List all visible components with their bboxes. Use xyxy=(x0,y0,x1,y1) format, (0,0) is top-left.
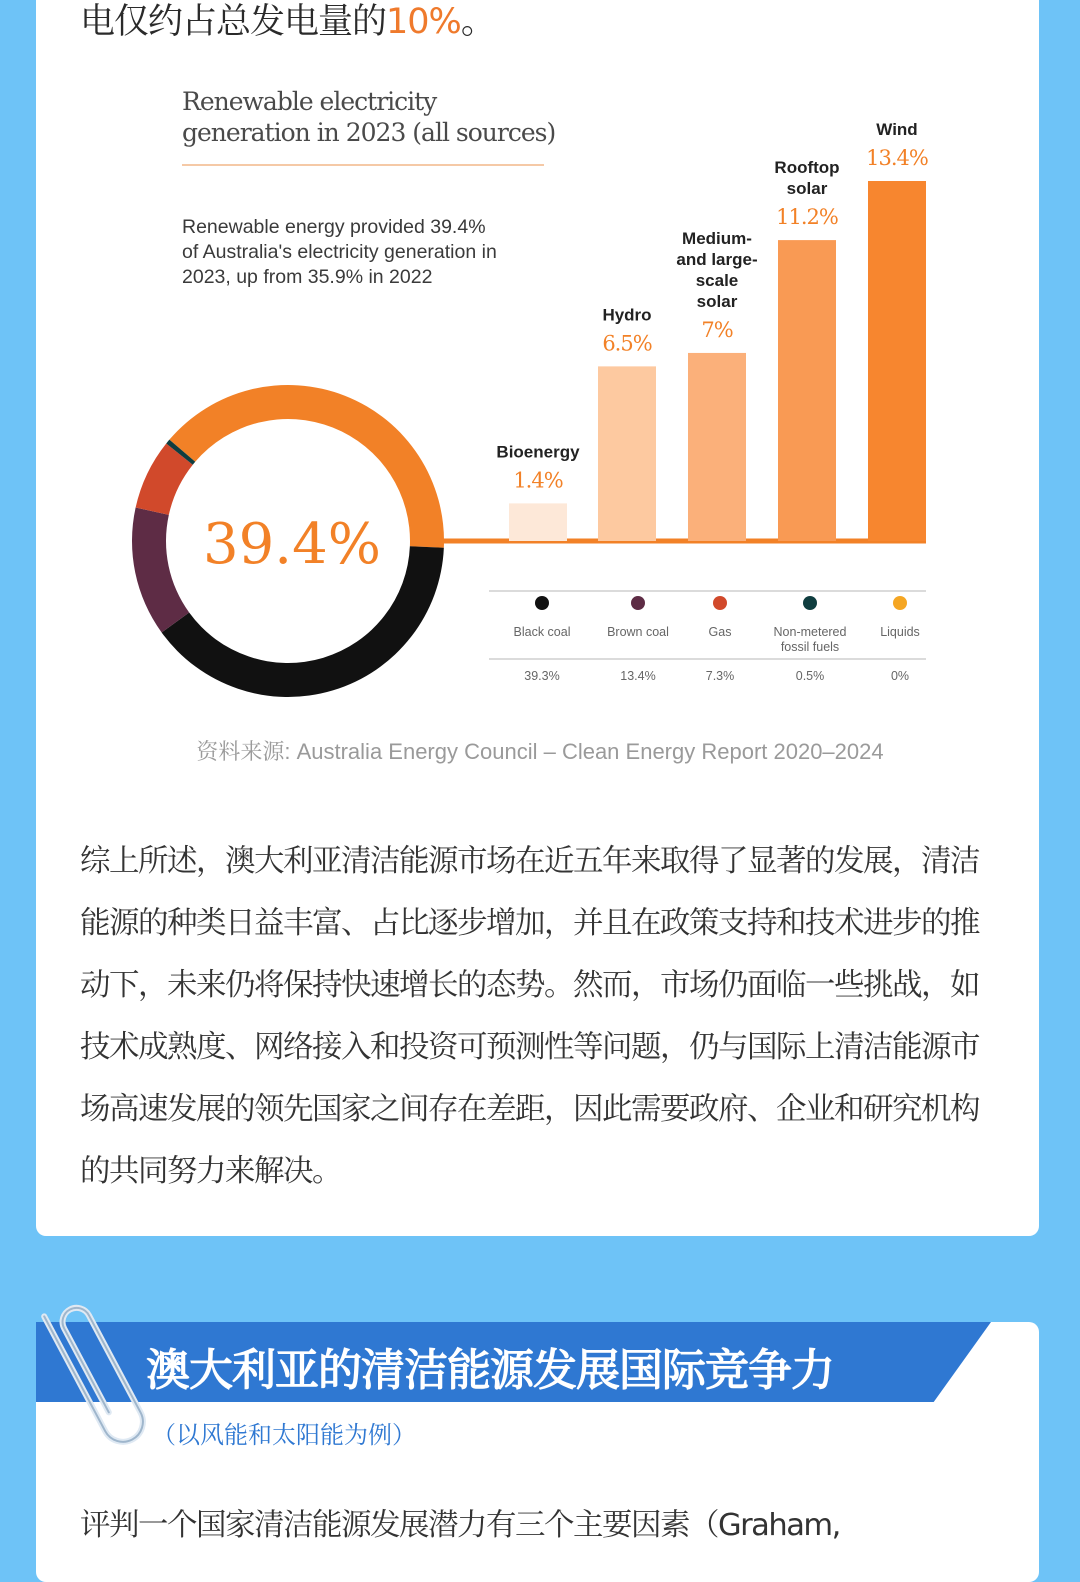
bar-category-label-2-0: Medium- xyxy=(682,228,752,248)
bar-0 xyxy=(509,503,567,541)
bar-4 xyxy=(868,181,926,541)
section-subtitle: （以风能和太阳能为例） xyxy=(152,1421,416,1449)
bar-category-label-1-0: Hydro xyxy=(602,305,652,325)
table-column-0-0: Black coal xyxy=(513,625,571,639)
summary-paragraph: 综上所述，澳大利亚清洁能源市场在近五年来取得了显著的发展，清洁能源的种类日益丰富、占比逐步增加，并且在政策支持和技术进步的推动下，未来仍将保持快速增长的态势。然而，市场仍面临一些挑战，如技术成熟度、网络接入和投资可预测性等问题，仍与国际上清洁能源市场高速发展的领先国家之间存在差距，因此需要政府、企业和研究机构的共同努力来解决。 xyxy=(80,844,979,1189)
chart-title: Renewable electricity generation in 2023 (all sources) xyxy=(182,87,556,147)
table-dot-3 xyxy=(803,596,817,610)
bar-category-label-3-1: solar xyxy=(786,179,828,199)
bar-1 xyxy=(598,366,656,541)
bar-category-label-2-2: scale xyxy=(695,270,739,290)
table-column-3-1: fossil fuels xyxy=(780,640,840,654)
table-dot-1 xyxy=(631,596,645,610)
donut-slice-2 xyxy=(132,508,189,633)
chart-subtitle: Renewable energy provided 39.4% of Australia's electricity generation in 2023, up from 35.9% in 2022 xyxy=(182,216,497,288)
table-value-3: 0.5% xyxy=(795,669,825,683)
table-column-4-0: Liquids xyxy=(880,625,920,639)
section-title: 澳大利亚的清洁能源发展国际竞争力 xyxy=(146,1345,834,1396)
bar-value-label-2: 7% xyxy=(701,317,733,342)
bar-3 xyxy=(778,240,836,541)
energy-chart xyxy=(0,0,1080,720)
bar-value-label-1: 6.5% xyxy=(602,331,652,356)
table-dot-4 xyxy=(893,596,907,610)
source-note: 资料来源: Australia Energy Council – Clean Energy Report 2020–2024 xyxy=(196,739,884,764)
table-column-1-0: Brown coal xyxy=(607,625,669,639)
paperclip-icon xyxy=(40,1290,150,1470)
intro-text: 电仅约占总发电量的 xyxy=(80,2,387,42)
bar-value-label-4: 13.4% xyxy=(866,146,928,170)
table-dot-2 xyxy=(713,596,727,610)
bar-value-label-3: 11.2% xyxy=(776,205,838,230)
bar-category-label-0-0: Bioenergy xyxy=(496,442,580,462)
table-value-1: 13.4% xyxy=(620,669,656,683)
bar-2 xyxy=(688,353,746,541)
table-dot-0 xyxy=(535,596,549,610)
bar-category-label-4-0: Wind xyxy=(876,120,918,139)
section-first-line: 评判一个国家清洁能源发展潜力有三个主要因素（Graham, xyxy=(80,1508,840,1543)
bar-category-label-3-0: Rooftop xyxy=(774,158,840,178)
bar-category-label-2-3: solar xyxy=(696,291,738,311)
donut-center-label: 39.4% xyxy=(203,512,381,577)
bar-category-label-2-1: and large- xyxy=(676,249,758,269)
table-value-0: 39.3% xyxy=(524,669,560,683)
table-column-3-0: Non-metered xyxy=(773,625,847,639)
table-value-4: 0% xyxy=(890,669,910,683)
intro-end: 。 xyxy=(460,2,495,42)
table-column-2-0: Gas xyxy=(708,625,732,639)
table-value-2: 7.3% xyxy=(705,669,735,683)
intro-highlight: 10% xyxy=(386,2,461,42)
bar-value-label-0: 1.4% xyxy=(513,468,563,493)
